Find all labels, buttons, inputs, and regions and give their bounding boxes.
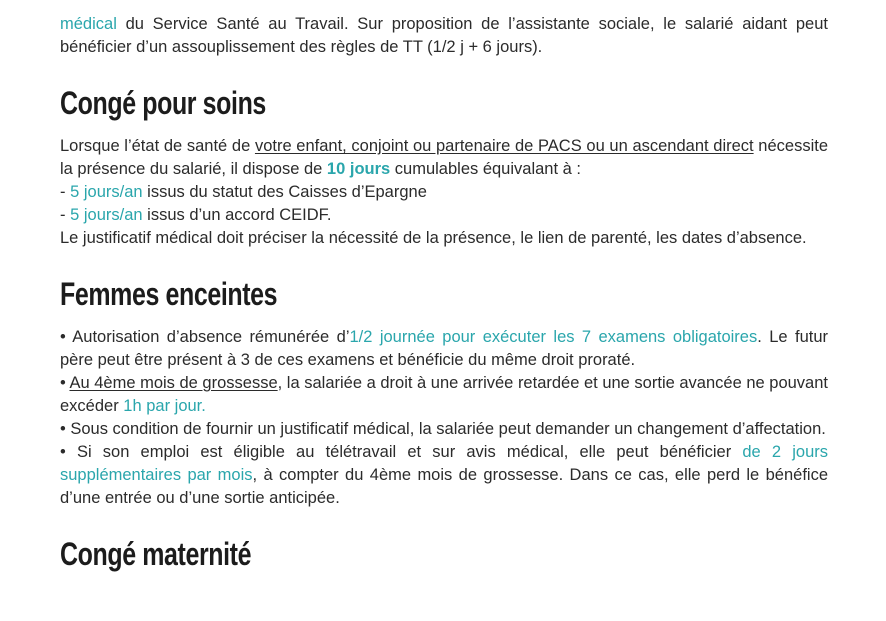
text-run: issus d’un accord CEIDF.	[142, 206, 332, 224]
text-run: , la salariée a droit à une arrivée retardée et une sortie avancée ne pouvant excéder	[60, 374, 828, 415]
text-run: . Le futur père peut être présent à 3 de ces examens et bénéficie du même droit proraté.	[60, 328, 829, 369]
section-heading-femmes-enceintes: Femmes enceintes	[60, 276, 278, 312]
text-run-underlined: votre enfant, conjoint ou partenaire de PACS ou un ascendant direct	[254, 137, 754, 155]
section-heading-conge-pour-soins: Congé pour soins	[60, 85, 266, 121]
text-run: • Autorisation d’absence rémunérée d’	[60, 328, 350, 346]
text-run: •	[60, 374, 70, 392]
text-run: cumulables équivalant à :	[390, 160, 581, 178]
paragraph-intro	[60, 13, 828, 59]
bullet-justificatif-medical	[60, 418, 828, 441]
text-run: • Sous condition de fournir un justificatif médical, la salariée peut demander un changement d’affectation.	[60, 420, 826, 438]
text-run-underlined: Au 4ème mois de grossesse	[69, 374, 278, 392]
paragraph-justificatif	[60, 227, 828, 250]
text-run-highlight: 5 jours/an	[70, 183, 143, 201]
text-run-highlight: médical	[60, 15, 117, 33]
text-run: Lorsque l’état de santé de	[60, 137, 255, 155]
paragraph-conge-soins	[60, 135, 828, 181]
text-run-highlight: 5 jours/an	[70, 206, 143, 224]
text-run-highlight-bold: 10 jours	[326, 160, 391, 178]
text-run: du Service Santé au Travail. Sur proposition de l’assistante sociale, le salarié aidant peut bénéficier d’un assouplissement des règles de TT (1/2 j + 6 jours).	[60, 15, 828, 56]
bullet-teletravail	[60, 441, 828, 510]
text-run: • Si son emploi est éligible au télétravail et sur avis médical, elle peut bénéficier	[60, 443, 743, 461]
bullet-examens	[60, 326, 828, 372]
text-run-highlight: 1/2 journée pour exécuter les 7 examens obligatoires	[349, 328, 758, 346]
text-run: -	[60, 183, 71, 201]
text-run-highlight: de 2 jours supplémentaires par mois	[60, 443, 828, 484]
list-item-statut	[60, 181, 828, 204]
list-item-accord	[60, 204, 828, 227]
text-run: Le justificatif médical doit préciser la nécessité de la présence, le lien de parenté, les dates d’absence.	[60, 229, 807, 247]
text-run: -	[60, 206, 71, 224]
text-run-highlight: 1h par jour.	[123, 397, 206, 415]
text-run: nécessite la présence du salarié, il dispose de	[60, 137, 828, 178]
section-heading-conge-maternite: Congé maternité	[60, 536, 252, 572]
text-run: , à compter du 4ème mois de grossesse. Dans ce cas, elle perd le bénéfice d’une entrée ou d’une sortie anticipée.	[60, 466, 828, 507]
text-run: issus du statut des Caisses d’Epargne	[142, 183, 427, 201]
bullet-4eme-mois	[60, 372, 828, 418]
